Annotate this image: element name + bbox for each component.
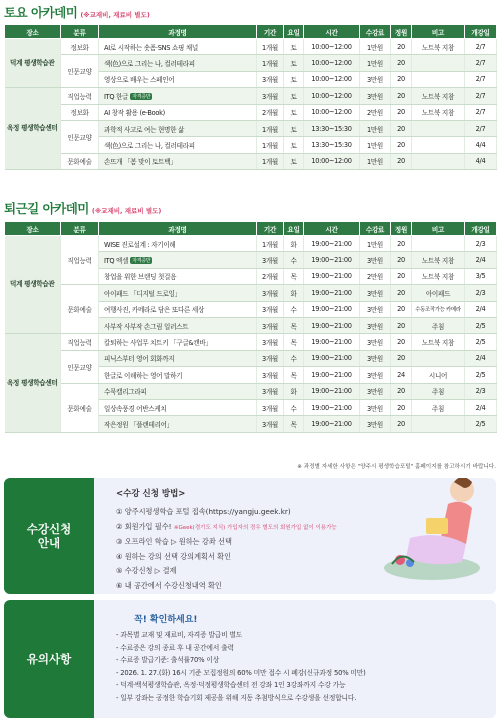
side-label-line: 안내 bbox=[37, 536, 61, 550]
course-name-text: 손뜨개 「봄 맞이 토트백」 bbox=[104, 158, 177, 167]
start-date-cell: 2/3 bbox=[465, 236, 497, 252]
col-header: 비고 bbox=[412, 25, 465, 39]
category-cell: 직업능력 bbox=[61, 88, 99, 104]
step-text: ② 회원가입 필수! bbox=[116, 521, 172, 531]
period-cell: 1개월 bbox=[257, 55, 284, 71]
capacity-cell: 20 bbox=[391, 334, 412, 350]
course-name-text: 색(色)으로 그리는 나, 컬러테라피 bbox=[104, 60, 195, 69]
note-cell: 노트북 지참 bbox=[412, 88, 465, 104]
list-item bbox=[116, 550, 337, 565]
note-cell bbox=[412, 55, 465, 71]
course-name bbox=[99, 236, 257, 252]
course-name-text: AI로 시작하는 숏폼·SNS 쇼핑 채널 bbox=[104, 43, 199, 52]
period-cell: 3개월 bbox=[257, 301, 284, 317]
capacity-cell: 20 bbox=[391, 268, 412, 284]
col-header: 시간 bbox=[304, 25, 360, 39]
list-item: - 과목별 교재 및 재료비, 자격증 발급비 별도 bbox=[116, 631, 243, 639]
col-header: 요일 bbox=[284, 25, 304, 39]
start-date-cell: 3/5 bbox=[465, 268, 497, 284]
day-cell: 토 bbox=[284, 153, 304, 169]
course-name-text: 사부작 사부작 손그림 일러스트 bbox=[104, 322, 189, 331]
side-label-line: 수강신청 bbox=[26, 521, 72, 536]
category-cell: 문화예술 bbox=[61, 285, 99, 334]
course-name bbox=[99, 383, 257, 399]
day-cell: 화 bbox=[284, 383, 304, 399]
table-row bbox=[5, 120, 497, 136]
period-cell: 3개월 bbox=[257, 350, 284, 366]
capacity-cell: 20 bbox=[391, 383, 412, 399]
day-cell: 토 bbox=[284, 88, 304, 104]
day-cell: 토 bbox=[284, 71, 304, 87]
section-note: (※교재비, 재료비 별도) bbox=[80, 11, 150, 19]
note-cell bbox=[412, 71, 465, 87]
category-cell: 인문교양 bbox=[61, 350, 99, 383]
note-cell: 노트북 지참 bbox=[412, 104, 465, 120]
start-date-cell: 2/4 bbox=[465, 399, 497, 415]
table-row bbox=[5, 88, 497, 104]
note-cell bbox=[412, 416, 465, 432]
fee-cell: 3만원 bbox=[360, 285, 391, 301]
time-cell: 10:00~12:00 bbox=[304, 104, 360, 120]
course-name bbox=[99, 301, 257, 317]
course-name bbox=[99, 416, 257, 432]
note-cell: 수동조작가능 카메라 bbox=[412, 301, 465, 317]
day-cell: 목 bbox=[284, 416, 304, 432]
day-cell: 화 bbox=[284, 236, 304, 252]
period-cell: 3개월 bbox=[257, 334, 284, 350]
note-cell: 주침 bbox=[412, 317, 465, 333]
capacity-cell: 20 bbox=[391, 399, 412, 415]
list-item bbox=[116, 535, 337, 550]
period-cell: 1개월 bbox=[257, 120, 284, 136]
note-cell: 주침 bbox=[412, 383, 465, 399]
col-header: 수강료 bbox=[360, 25, 391, 39]
start-date-cell: 2/5 bbox=[465, 317, 497, 333]
day-cell: 목 bbox=[284, 334, 304, 350]
time-cell: 13:30~15:30 bbox=[304, 137, 360, 153]
capacity-cell: 20 bbox=[391, 39, 412, 55]
course-name-text: 창업을 위한 브랜딩 첫걸음 bbox=[104, 273, 177, 282]
course-name bbox=[99, 71, 257, 87]
evening-schedule-table bbox=[4, 221, 497, 433]
place-cell: 덕계 평생학습관 bbox=[5, 236, 61, 334]
category-cell: 인문교양 bbox=[61, 120, 99, 153]
note-cell bbox=[412, 153, 465, 169]
start-date-cell: 2/4 bbox=[465, 252, 497, 268]
course-name-text: 여행사진, 카메라로 담은 또다른 세상 bbox=[104, 306, 205, 315]
fee-cell: 3만원 bbox=[360, 252, 391, 268]
period-cell: 3개월 bbox=[257, 399, 284, 415]
fee-cell: 3만원 bbox=[360, 88, 391, 104]
registration-guide-label bbox=[4, 478, 94, 594]
table-row bbox=[5, 153, 497, 169]
howto-steps bbox=[116, 505, 337, 593]
place-cell: 옥정 평생학습센터 bbox=[5, 334, 61, 432]
course-name bbox=[99, 334, 257, 350]
section-title-text: 퇴근길 아카데미 bbox=[4, 201, 89, 216]
capacity-cell: 20 bbox=[391, 285, 412, 301]
note-cell bbox=[412, 137, 465, 153]
period-cell: 1개월 bbox=[257, 137, 284, 153]
fee-cell: 2만원 bbox=[360, 104, 391, 120]
col-header: 장소 bbox=[5, 25, 61, 39]
start-date-cell: 2/7 bbox=[465, 88, 497, 104]
category-cell: 문화예술 bbox=[61, 383, 99, 432]
fee-cell: 3만원 bbox=[360, 71, 391, 87]
period-cell: 3개월 bbox=[257, 367, 284, 383]
table-row bbox=[5, 350, 497, 366]
fee-cell: 3만원 bbox=[360, 334, 391, 350]
capacity-cell: 20 bbox=[391, 55, 412, 71]
notice-title: 꼭! 확인하세요! bbox=[134, 615, 198, 625]
period-cell: 1개월 bbox=[257, 39, 284, 55]
start-date-cell: 2/5 bbox=[465, 367, 497, 383]
course-name bbox=[99, 153, 257, 169]
capacity-cell: 20 bbox=[391, 301, 412, 317]
table-header-row bbox=[5, 222, 497, 236]
col-header: 정원 bbox=[391, 222, 412, 236]
course-name bbox=[99, 55, 257, 71]
category-cell: 문화예술 bbox=[61, 153, 99, 169]
time-cell: 19:00~21:00 bbox=[304, 317, 360, 333]
time-cell: 19:00~21:00 bbox=[304, 350, 360, 366]
start-date-cell: 2/4 bbox=[465, 301, 497, 317]
fee-cell: 3만원 bbox=[360, 416, 391, 432]
course-name-text: ITQ 한글 bbox=[104, 92, 129, 101]
capacity-cell: 20 bbox=[391, 120, 412, 136]
time-cell: 10:00~12:00 bbox=[304, 153, 360, 169]
col-header: 기간 bbox=[257, 222, 284, 236]
col-header: 시간 bbox=[304, 222, 360, 236]
table-row bbox=[5, 39, 497, 55]
start-date-cell: 4/4 bbox=[465, 137, 497, 153]
category-cell: 직업능력 bbox=[61, 236, 99, 285]
notice-panel bbox=[4, 600, 496, 718]
note-cell bbox=[412, 120, 465, 136]
step-text: ④ 원하는 강의 선택 강의계획서 확인 bbox=[116, 551, 232, 561]
certificate-badge: 자격증반 bbox=[132, 258, 151, 265]
capacity-cell: 20 bbox=[391, 350, 412, 366]
course-name-text: 아이패드 「디지털 드로잉」 bbox=[104, 289, 181, 298]
section-title-text: 토요 아카데미 bbox=[4, 5, 78, 20]
capacity-cell: 20 bbox=[391, 416, 412, 432]
course-name-text: WISE 진로설계 : 자기이해 bbox=[104, 240, 176, 249]
note-cell: 노트북 지참 bbox=[412, 39, 465, 55]
course-name-text: 칼퇴하는 사업무 치트키 「구글&캔바」 bbox=[104, 339, 212, 348]
table-row bbox=[5, 334, 497, 350]
day-cell: 수 bbox=[284, 350, 304, 366]
course-name bbox=[99, 252, 257, 268]
section-note: (※교재비, 재료비 별도) bbox=[91, 207, 162, 215]
side-label-line: 유의사항 bbox=[26, 651, 72, 666]
note-cell: 노트북 지참 bbox=[412, 334, 465, 350]
start-date-cell: 2/3 bbox=[465, 285, 497, 301]
day-cell: 수 bbox=[284, 252, 304, 268]
day-cell: 목 bbox=[284, 367, 304, 383]
fee-cell: 3만원 bbox=[360, 383, 391, 399]
start-date-cell: 2/3 bbox=[465, 383, 497, 399]
list-item: - 2026. 1. 27.(화) 16시 기준 모집정원의 60% 미만 접수 시 폐강(신규과정 50% 미만) bbox=[116, 668, 366, 677]
day-cell: 수 bbox=[284, 301, 304, 317]
note-cell bbox=[412, 236, 465, 252]
course-name bbox=[99, 88, 257, 104]
capacity-cell: 20 bbox=[391, 252, 412, 268]
fee-cell: 3만원 bbox=[360, 399, 391, 415]
woman-reading-illustration bbox=[370, 478, 490, 588]
start-date-cell: 2/7 bbox=[465, 39, 497, 55]
category-cell: 직업능력 bbox=[61, 334, 99, 350]
course-name-text: 작은정원 「플랜테리어」 bbox=[104, 420, 174, 429]
time-cell: 19:00~21:00 bbox=[304, 367, 360, 383]
footnote: ※ 과정별 자세한 사항은 "양주시 평생학습포털" 홈페이지를 참고하시기 바랍니다. bbox=[297, 464, 496, 470]
start-date-cell: 2/7 bbox=[465, 104, 497, 120]
notice-label bbox=[4, 600, 94, 718]
howto-title: <수강 신청 방법> bbox=[116, 489, 186, 499]
day-cell: 토 bbox=[284, 137, 304, 153]
table-row bbox=[5, 55, 497, 71]
day-cell: 목 bbox=[284, 317, 304, 333]
note-cell: 노트북 지참 bbox=[412, 268, 465, 284]
list-item bbox=[116, 520, 337, 536]
time-cell: 19:00~21:00 bbox=[304, 399, 360, 415]
table-row bbox=[5, 104, 497, 120]
fee-cell: 1만원 bbox=[360, 236, 391, 252]
course-name-text: 색(色)으로 그리는 나, 컬러테라피 bbox=[104, 142, 195, 151]
notice-items bbox=[116, 629, 366, 705]
category-cell: 정보화 bbox=[61, 104, 99, 120]
start-date-cell: 2/7 bbox=[465, 55, 497, 71]
col-header: 개강일 bbox=[465, 222, 497, 236]
period-cell: 1개월 bbox=[257, 236, 284, 252]
day-cell: 토 bbox=[284, 39, 304, 55]
registration-guide-body bbox=[94, 478, 496, 594]
fee-cell: 1만원 bbox=[360, 137, 391, 153]
col-header: 과정명 bbox=[99, 222, 257, 236]
certificate-badge: 자격증반 bbox=[132, 93, 151, 100]
course-name bbox=[99, 285, 257, 301]
col-header: 분류 bbox=[61, 222, 99, 236]
note-cell: 주침 bbox=[412, 399, 465, 415]
course-name bbox=[99, 367, 257, 383]
step-text: ⑥ 내 공간에서 수강신청내역 확인 bbox=[116, 580, 222, 590]
note-cell bbox=[412, 350, 465, 366]
course-name bbox=[99, 399, 257, 415]
col-header: 분류 bbox=[61, 25, 99, 39]
course-name bbox=[99, 350, 257, 366]
place-cell: 옥정 평생학습센터 bbox=[5, 88, 61, 170]
period-cell: 1개월 bbox=[257, 153, 284, 169]
step-text: ③ 오프라인 학습 ▷ 원하는 강좌 선택 bbox=[116, 537, 232, 546]
time-cell: 19:00~21:00 bbox=[304, 285, 360, 301]
period-cell: 3개월 bbox=[257, 252, 284, 268]
course-name-text: AI 창작 활용 (e-Book) bbox=[104, 109, 165, 118]
course-name-text: 일상속풍경 어반스케치 bbox=[104, 404, 167, 413]
time-cell: 10:00~12:00 bbox=[304, 39, 360, 55]
col-header: 수강료 bbox=[360, 222, 391, 236]
col-header: 과정명 bbox=[99, 25, 257, 39]
time-cell: 19:00~21:00 bbox=[304, 268, 360, 284]
day-cell: 수 bbox=[284, 399, 304, 415]
table-header-row bbox=[5, 25, 497, 39]
time-cell: 10:00~12:00 bbox=[304, 88, 360, 104]
col-header: 개강일 bbox=[465, 25, 497, 39]
start-date-cell: 2/5 bbox=[465, 416, 497, 432]
period-cell: 2개월 bbox=[257, 268, 284, 284]
time-cell: 10:00~12:00 bbox=[304, 71, 360, 87]
fee-cell: 3만원 bbox=[360, 350, 391, 366]
category-cell: 인문교양 bbox=[61, 55, 99, 88]
fee-cell: 1만원 bbox=[360, 153, 391, 169]
time-cell: 19:00~21:00 bbox=[304, 334, 360, 350]
list-item: - 수료증은 강의 종료 후 내 공간에서 출력 bbox=[116, 643, 234, 652]
course-name bbox=[99, 104, 257, 120]
col-header: 정원 bbox=[391, 25, 412, 39]
saturday-schedule-table bbox=[4, 24, 497, 170]
time-cell: 19:00~21:00 bbox=[304, 383, 360, 399]
capacity-cell: 20 bbox=[391, 71, 412, 87]
list-item: - 수료증 발급기준: 출석률70% 이상 bbox=[116, 656, 220, 665]
fee-cell: 1만원 bbox=[360, 55, 391, 71]
saturday-academy-title bbox=[4, 3, 150, 19]
day-cell: 토 bbox=[284, 104, 304, 120]
period-cell: 3개월 bbox=[257, 317, 284, 333]
capacity-cell: 20 bbox=[391, 88, 412, 104]
list-item bbox=[116, 579, 337, 594]
start-date-cell: 4/4 bbox=[465, 153, 497, 169]
time-cell: 19:00~21:00 bbox=[304, 236, 360, 252]
capacity-cell: 20 bbox=[391, 153, 412, 169]
step-text: ⑤ 수강신청 ▷ 결제 bbox=[116, 566, 177, 575]
fee-cell: 3만원 bbox=[360, 367, 391, 383]
start-date-cell: 2/7 bbox=[465, 120, 497, 136]
list-item bbox=[116, 505, 337, 520]
course-name-text: ITQ 엑셀 bbox=[104, 257, 129, 266]
course-name-text: 영상으로 배우는 스페인어 bbox=[104, 76, 175, 85]
time-cell: 19:00~21:00 bbox=[304, 252, 360, 268]
note-cell: 노트북 지참 bbox=[412, 252, 465, 268]
period-cell: 3개월 bbox=[257, 285, 284, 301]
table-row bbox=[5, 236, 497, 252]
registration-guide-panel bbox=[4, 478, 496, 594]
course-name-text: 피닉스부터 영어 회화까지 bbox=[104, 355, 175, 364]
course-name-text: 한글로 이해하는 영어 말하기 bbox=[104, 371, 183, 380]
note-cell: 아이패드 bbox=[412, 285, 465, 301]
col-header: 장소 bbox=[5, 222, 61, 236]
capacity-cell: 20 bbox=[391, 104, 412, 120]
course-name bbox=[99, 120, 257, 136]
place-cell: 덕계 평생학습관 bbox=[5, 39, 61, 88]
table-row bbox=[5, 285, 497, 301]
category-cell: 정보화 bbox=[61, 39, 99, 55]
time-cell: 10:00~12:00 bbox=[304, 55, 360, 71]
step-text: ① 양주시평생학습 포털 접속(https://yangju.geek.kr) bbox=[116, 507, 291, 516]
fee-cell: 3만원 bbox=[360, 317, 391, 333]
capacity-cell: 24 bbox=[391, 367, 412, 383]
list-item: - 덕계·백석평생학습관, 옥정·덕정평생학습센터 전 강좌 1인 3강좌까지 수강 가능 bbox=[116, 681, 346, 690]
capacity-cell: 20 bbox=[391, 236, 412, 252]
notice-body bbox=[94, 600, 496, 718]
course-name bbox=[99, 39, 257, 55]
table-row bbox=[5, 383, 497, 399]
course-name bbox=[99, 268, 257, 284]
capacity-cell: 20 bbox=[391, 317, 412, 333]
step-note: ※Geek(경기도 지식) 가입자의 경우 별도의 회원가입 없이 이용가능 bbox=[173, 524, 337, 531]
start-date-cell: 2/5 bbox=[465, 334, 497, 350]
col-header: 비고 bbox=[412, 222, 465, 236]
period-cell: 3개월 bbox=[257, 416, 284, 432]
evening-academy-title bbox=[4, 199, 161, 215]
day-cell: 화 bbox=[284, 285, 304, 301]
period-cell: 3개월 bbox=[257, 383, 284, 399]
fee-cell: 3만원 bbox=[360, 301, 391, 317]
time-cell: 19:00~21:00 bbox=[304, 301, 360, 317]
list-item bbox=[116, 564, 337, 579]
course-name-text: 수묵캘리그라피 bbox=[104, 388, 147, 397]
start-date-cell: 2/4 bbox=[465, 350, 497, 366]
day-cell: 토 bbox=[284, 55, 304, 71]
list-item: - 일부 강좌는 공정한 학습기회 제공을 위해 지동 추첨방식으로 수강생을 선정합니다. bbox=[116, 693, 357, 702]
note-cell: 시니어 bbox=[412, 367, 465, 383]
time-cell: 13:30~15:30 bbox=[304, 120, 360, 136]
col-header: 기간 bbox=[257, 25, 284, 39]
start-date-cell: 2/7 bbox=[465, 71, 497, 87]
capacity-cell: 20 bbox=[391, 137, 412, 153]
course-name-text: 과학적 사고로 여는 현명한 삶 bbox=[104, 125, 185, 134]
course-name bbox=[99, 317, 257, 333]
period-cell: 3개월 bbox=[257, 88, 284, 104]
fee-cell: 2만원 bbox=[360, 268, 391, 284]
course-name bbox=[99, 137, 257, 153]
col-header: 요일 bbox=[284, 222, 304, 236]
period-cell: 2개월 bbox=[257, 104, 284, 120]
fee-cell: 1만원 bbox=[360, 39, 391, 55]
fee-cell: 1만원 bbox=[360, 120, 391, 136]
day-cell: 토 bbox=[284, 120, 304, 136]
day-cell: 목 bbox=[284, 268, 304, 284]
time-cell: 19:00~21:00 bbox=[304, 416, 360, 432]
period-cell: 3개월 bbox=[257, 71, 284, 87]
